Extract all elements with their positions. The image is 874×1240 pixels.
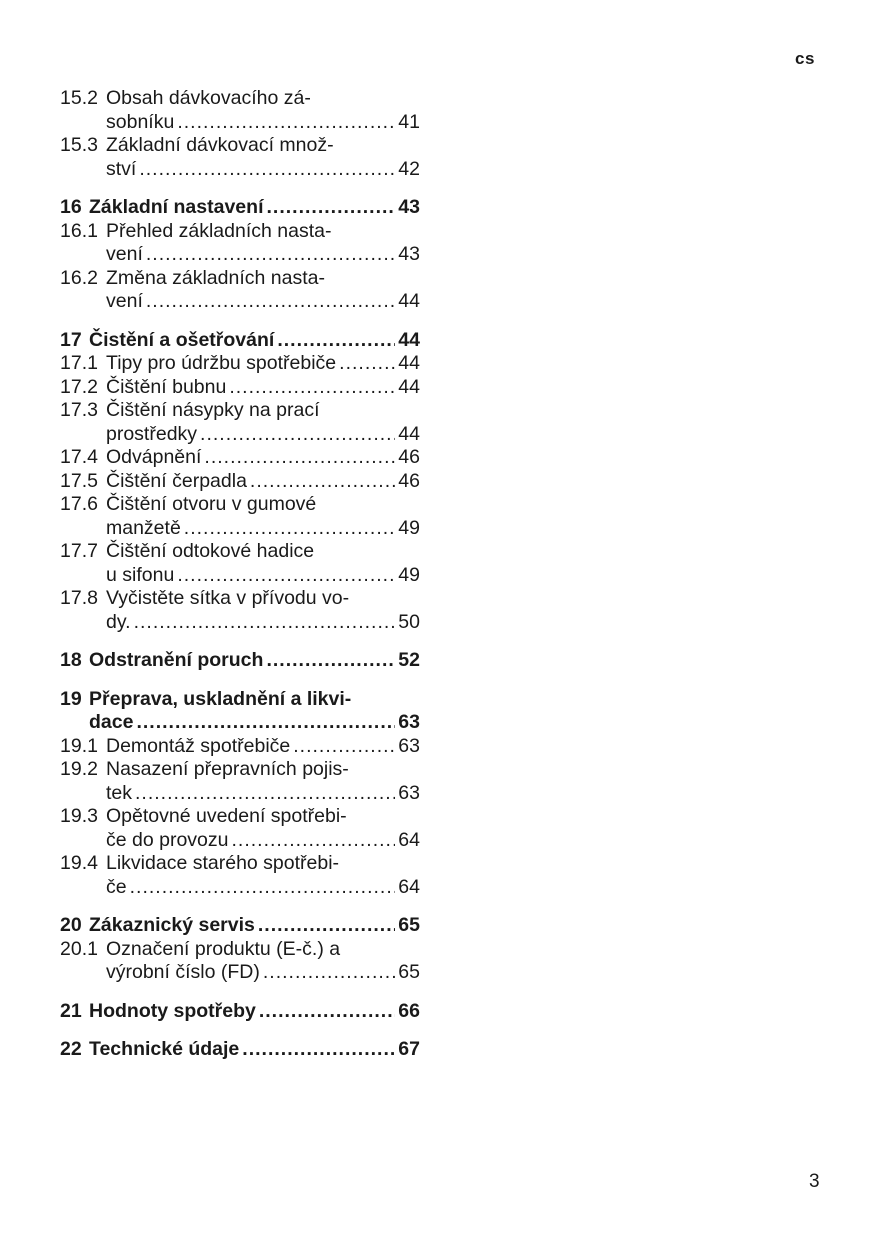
- dot-leader: [146, 243, 395, 267]
- toc-page-number: 43: [398, 243, 420, 265]
- table-of-contents: [60, 87, 420, 1062]
- dot-leader: [177, 564, 395, 588]
- toc-chapter-20[interactable]: [60, 914, 420, 938]
- toc-number: 19.3: [60, 805, 98, 827]
- toc-number: 17.7: [60, 540, 98, 562]
- dot-leader: [277, 329, 395, 353]
- toc-section-16-1[interactable]: [60, 220, 420, 267]
- dot-leader: [259, 1000, 395, 1024]
- toc-section-17-8[interactable]: [60, 587, 420, 634]
- dot-leader: [135, 782, 395, 806]
- toc-page-number: 64: [398, 875, 420, 898]
- toc-title: prostředky: [106, 422, 198, 445]
- toc-chapter-22[interactable]: [60, 1038, 420, 1062]
- dot-leader: [242, 1038, 395, 1062]
- toc-chapter-18[interactable]: [60, 649, 420, 673]
- toc-title: Tipy pro údržbu spotřebiče: [106, 352, 337, 374]
- toc-chapter-21[interactable]: [60, 1000, 420, 1024]
- toc-number: 17.2: [60, 375, 98, 398]
- dot-leader: [339, 352, 395, 376]
- toc-title: Opětovné uvedení spotřebi-: [106, 805, 347, 827]
- toc-section-17-5[interactable]: [60, 470, 420, 494]
- toc-section-15-2[interactable]: [60, 87, 420, 134]
- toc-title: Čištění čerpadla: [106, 469, 247, 492]
- toc-number: 20.1: [60, 937, 98, 960]
- toc-number: 19.2: [60, 758, 98, 780]
- toc-section-17-1[interactable]: [60, 352, 420, 376]
- toc-title: Vyčistěte sítka v přívodu vo-: [106, 587, 350, 609]
- toc-page-number: 66: [398, 999, 420, 1022]
- toc-number: 22: [60, 1038, 82, 1060]
- toc-section-17-6[interactable]: [60, 493, 420, 540]
- toc-page-number: 44: [398, 422, 420, 445]
- toc-title: Zákaznický servis: [89, 914, 255, 936]
- dot-leader: [134, 611, 396, 635]
- toc-title: Označení produktu (E-č.) a: [106, 937, 341, 960]
- toc-title: Základní nastavení: [89, 196, 264, 218]
- toc-title: če: [106, 875, 127, 898]
- toc-chapter-17[interactable]: [60, 329, 420, 353]
- toc-number: 19: [60, 687, 82, 710]
- toc-number: 19.4: [60, 852, 98, 874]
- dot-leader: [204, 446, 395, 470]
- toc-section-17-7[interactable]: [60, 540, 420, 587]
- dot-leader: [177, 111, 395, 135]
- toc-number: 16.2: [60, 266, 98, 289]
- toc-title: Odstranění poruch: [89, 649, 264, 671]
- toc-chapter-16[interactable]: [60, 196, 420, 220]
- toc-page-number: 63: [398, 734, 420, 757]
- toc-page-number: 41: [398, 110, 420, 133]
- dot-leader: [130, 876, 396, 900]
- dot-leader: [229, 376, 395, 400]
- toc-title: Technické údaje: [89, 1038, 240, 1060]
- toc-page-number: 64: [398, 828, 420, 851]
- toc-page-number: 63: [398, 711, 420, 733]
- toc-page-number: 65: [398, 914, 420, 936]
- toc-number: 17.6: [60, 493, 98, 515]
- toc-section-19-3[interactable]: [60, 805, 420, 852]
- toc-title: Čištění bubnu: [106, 375, 227, 398]
- toc-title: tek: [106, 781, 133, 804]
- toc-number: 21: [60, 999, 82, 1022]
- toc-title: sobníku: [106, 110, 175, 133]
- dot-leader: [266, 196, 395, 220]
- toc-chapter-19[interactable]: [60, 688, 420, 735]
- toc-title: Přehled základních nasta-: [106, 219, 332, 242]
- dot-leader: [258, 914, 395, 938]
- dot-leader: [200, 423, 395, 447]
- toc-section-17-3[interactable]: [60, 399, 420, 446]
- toc-title: Přeprava, uskladnění a likvi-: [89, 687, 352, 710]
- dot-leader: [139, 158, 395, 182]
- dot-leader: [136, 711, 395, 735]
- toc-title: u sifonu: [106, 563, 175, 586]
- toc-section-15-3[interactable]: [60, 134, 420, 181]
- toc-title: Čištění otvoru v gumové: [106, 493, 317, 515]
- dot-leader: [184, 517, 396, 541]
- dot-leader: [232, 829, 396, 853]
- toc-number: 19.1: [60, 734, 98, 757]
- toc-number: 20: [60, 914, 82, 936]
- toc-section-19-4[interactable]: [60, 852, 420, 899]
- toc-number: 16: [60, 196, 82, 218]
- toc-page-number: 49: [398, 563, 420, 586]
- toc-number: 17: [60, 328, 82, 351]
- toc-section-20-1[interactable]: [60, 938, 420, 985]
- toc-section-19-2[interactable]: [60, 758, 420, 805]
- language-label: cs: [795, 49, 815, 68]
- toc-page-number: 44: [398, 352, 420, 374]
- toc-number: 15.2: [60, 87, 98, 109]
- toc-title: ství: [106, 157, 137, 180]
- toc-title: Čištění odtokové hadice: [106, 540, 315, 562]
- toc-section-17-2[interactable]: [60, 376, 420, 400]
- toc-title: Demontáž spotřebiče: [106, 734, 291, 757]
- toc-title: Nasazení přepravních pojis-: [106, 758, 349, 780]
- toc-title: Změna základních nasta-: [106, 266, 325, 289]
- toc-number: 16.1: [60, 219, 98, 242]
- toc-page-number: 46: [398, 446, 420, 468]
- toc-page-number: 42: [398, 157, 420, 180]
- toc-title: Hodnoty spotřeby: [89, 999, 256, 1022]
- toc-title: Obsah dávkovacího zá-: [106, 87, 311, 109]
- toc-title: výrobní číslo (FD): [106, 961, 260, 983]
- page-number: 3: [809, 1171, 820, 1192]
- toc-section-19-1[interactable]: [60, 735, 420, 759]
- toc-page-number: 44: [398, 375, 420, 398]
- toc-title: če do provozu: [106, 828, 229, 851]
- toc-page-number: 46: [398, 469, 420, 492]
- toc-page-number: 52: [398, 649, 420, 671]
- toc-page-number: 50: [398, 610, 420, 633]
- toc-number: 15.3: [60, 134, 98, 156]
- dot-leader: [266, 649, 395, 673]
- toc-title: dace: [89, 711, 134, 733]
- toc-page-number: 49: [398, 516, 420, 539]
- toc-page-number: 43: [398, 196, 420, 218]
- dot-leader: [146, 290, 395, 314]
- toc-page-number: 63: [398, 781, 420, 804]
- dot-leader: [263, 961, 395, 985]
- toc-page-number: 67: [398, 1038, 420, 1060]
- toc-title: vení: [106, 290, 143, 312]
- toc-number: 17.3: [60, 399, 98, 421]
- toc-number: 17.8: [60, 587, 98, 609]
- toc-title: vení: [106, 243, 143, 265]
- dot-leader: [250, 470, 395, 494]
- toc-title: Čistění a ošetřování: [89, 328, 275, 351]
- toc-page-number: 65: [398, 961, 420, 983]
- toc-section-16-2[interactable]: [60, 267, 420, 314]
- toc-section-17-4[interactable]: [60, 446, 420, 470]
- toc-page-number: 44: [398, 328, 420, 351]
- dot-leader: [293, 735, 395, 759]
- toc-number: 18: [60, 649, 82, 671]
- toc-title: manžetě: [106, 516, 181, 539]
- toc-number: 17.5: [60, 469, 98, 492]
- toc-number: 17.1: [60, 352, 98, 374]
- toc-title: dy.: [106, 610, 131, 633]
- toc-page-number: 44: [398, 290, 420, 312]
- toc-title: Likvidace starého spotřebi-: [106, 852, 340, 874]
- toc-title: Čištění násypky na prací: [106, 399, 320, 421]
- toc-number: 17.4: [60, 446, 98, 468]
- toc-title: Základní dávkovací množ-: [106, 134, 334, 156]
- toc-title: Odvápnění: [106, 446, 202, 468]
